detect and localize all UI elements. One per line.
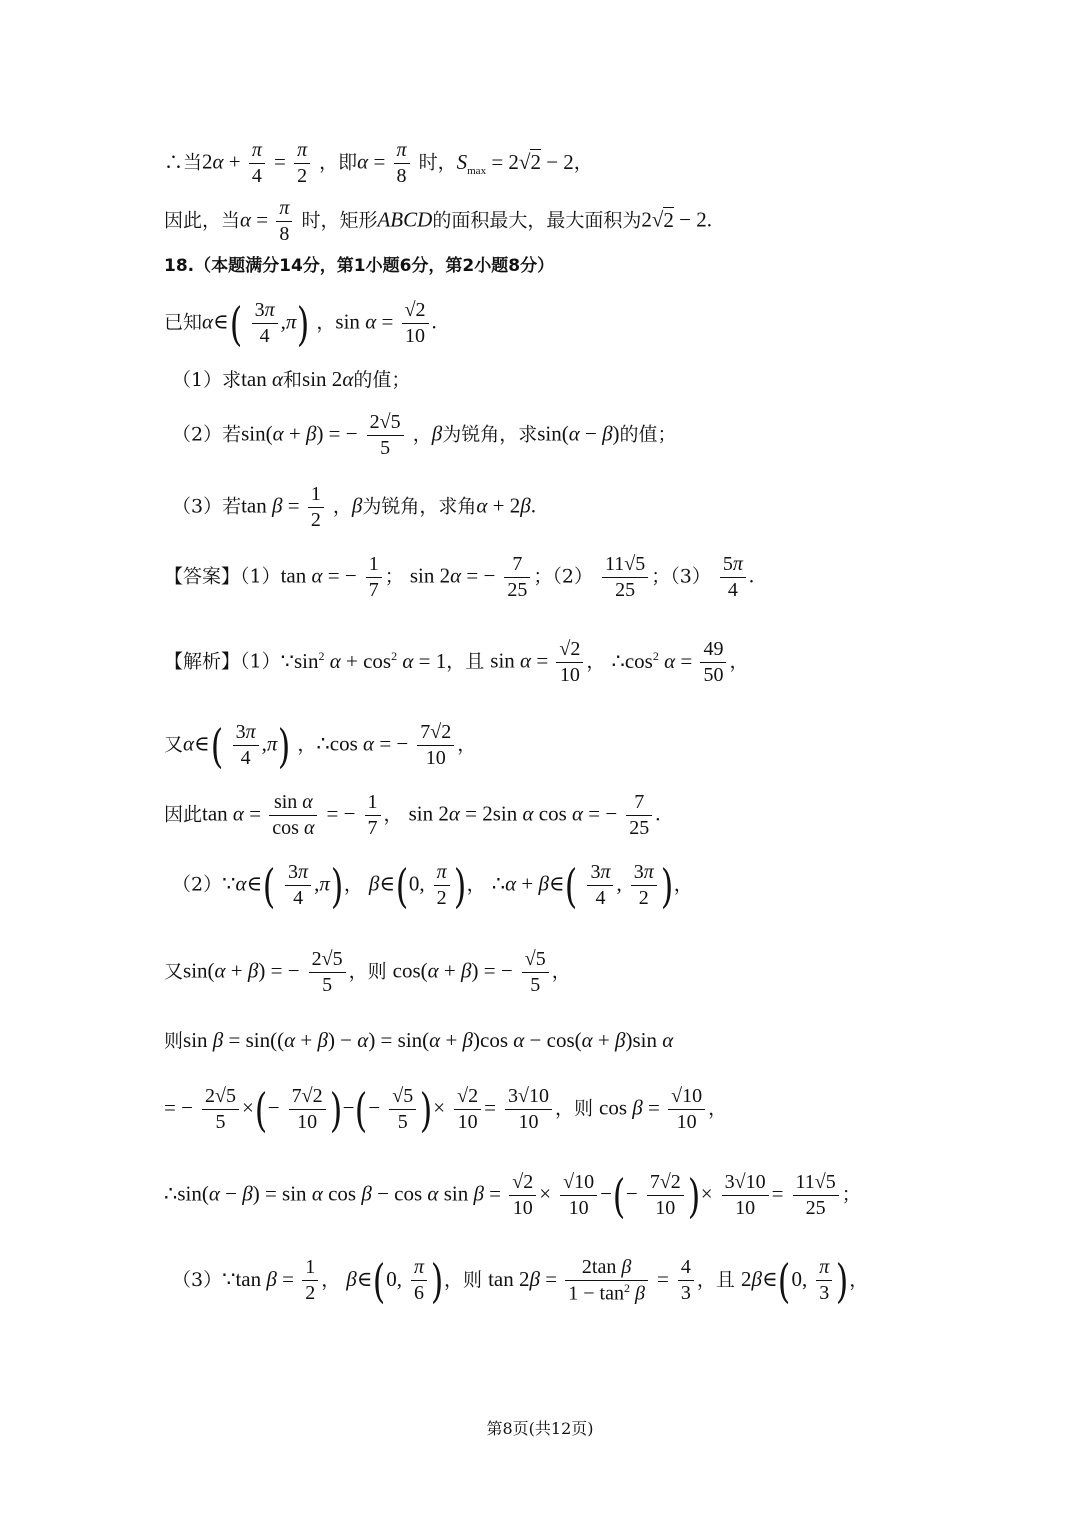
question-part-1: （1）求tan α和sin 2α的值； xyxy=(172,367,411,391)
question-stem: 已知α∈( $\frac{3\pi}{4}$ ,π) ，sin α = $\frac{√2}{10}$ . xyxy=(164,296,437,351)
analysis-line-9: （3）∵tan β = $\frac{1}{2}$ ， β∈(0, $\frac{\pi}{6}$ )，则 tan 2β = $\frac{\text{2tan β}}{1 - \tan^2 \beta}$ = $\frac{4}{3}$ ，且 2β∈(0, $\frac{\pi}{3}$ )， xyxy=(172,1253,869,1308)
analysis-line-1: 【解析】$(1)\because\sin^2$ $\alpha + \cos^2 \alpha = 1$，且 sin α = $\frac{√2}{10}$ ， $\therefore\cos^2$ α = $\frac{49}{50}$ ， xyxy=(164,638,749,686)
solution-line-2: 因此，当α = $\frac{\pi}{8}$ 时，矩形ABCD的面积最大，最大面积为2√2 − 2. xyxy=(164,197,712,245)
question-part-2: （2）若sin(α + β) = − $\frac{2√5}{5}$ ，β为锐角，求sin(α − β)的值； xyxy=(172,411,677,459)
analysis-line-7: = − $\frac{2√5}{5}$ ×(− $\frac{7√2}{10}$ )−(− $\frac{√5}{5}$ )× $\frac{√2}{10}$ = $\frac{3√10}{10}$ ，则 cos β = $\frac{√10}{10}$ ， xyxy=(164,1082,728,1137)
analysis-line-3: 因此tan α = $\frac{\text{sin α}}{\text{cos α}}$ = − $\frac{1}{7}$ ， sin 2α = 2sin α cos α = − $\frac{7}{25}$ . xyxy=(164,791,661,839)
fraction: $\frac{\pi}{4}$ xyxy=(249,138,265,189)
analysis-line-8: ∴sin(α − β) = sin α cos β − cos α sin β = $\frac{√2}{10}$ × $\frac{√10}{10}$ −(− $\frac{7√2}{10}$ )× $\frac{3√10}{10}$ = $\frac{11√5}{25}$ ； xyxy=(164,1168,861,1223)
question-part-3: （3）若tan β = $\frac{1}{2}$ ，β为锐角，求角α + 2β. xyxy=(172,483,536,531)
page-footer: 第8页(共12页) xyxy=(486,1419,594,1438)
analysis-line-4: （2）∵α∈( $\frac{3\pi}{4}$ ,π)， β∈(0, $\frac{\pi}{2}$ )， ∴α + β∈( $\frac{3\pi}{4}$ , $\frac{3\pi}{2}$ )， xyxy=(172,858,693,913)
question-18-heading: 18.（本题满分14分，第1小题6分，第2小题8分） xyxy=(164,256,555,276)
analysis-line-2: 又α∈( $\frac{3\pi}{4}$ ,π) ，∴cos α = − $\frac{7√2}{10}$ ， xyxy=(164,718,477,773)
answer-line: 【答案】（1）tan α = − $\frac{1}{7}$ ； sin 2α = − $\frac{7}{25}$ ；（2） $\frac{11√5}{25}$ ；（3） $\frac{5\pi}{4}$ . xyxy=(164,553,755,601)
analysis-line-6: 则sin β = sin((α + β) − α) = sin(α + β)cos α − cos(α + β)sin α xyxy=(164,1028,674,1052)
solution-line-1: ∴当2α + $\frac{\pi}{4}$ = $\frac{\pi}{2}$ ，即α = $\frac{\pi}{8}$ 时，$S_{max} = 2√2 - 2$， xyxy=(164,139,593,187)
analysis-line-5: 又sin(α + β) = − $\frac{2√5}{5}$ ，则 cos(α + β) = − $\frac{√5}{5}$ ， xyxy=(164,948,571,996)
